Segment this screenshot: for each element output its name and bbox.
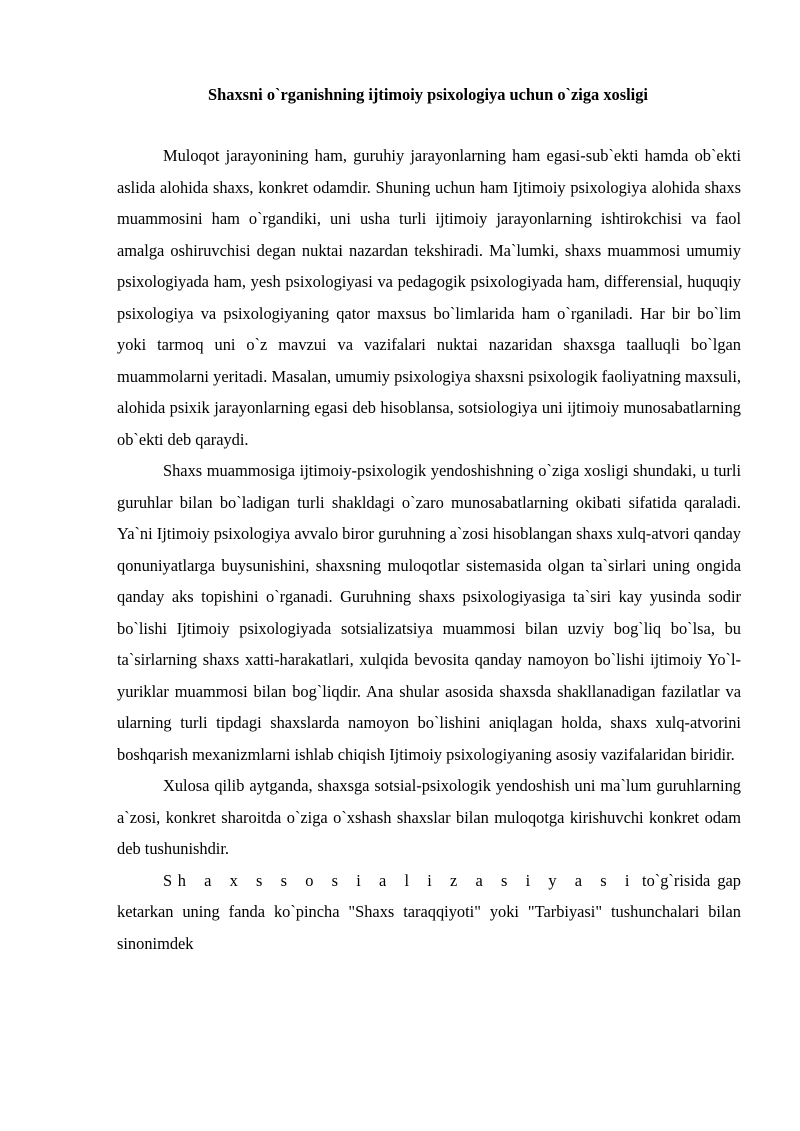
paragraph-2: Shaxs muammosiga ijtimoiy-psixologik yendoshishning o`ziga xosligi shundaki, u turli guruhlar bilan bo`ladigan turli shakldagi o`zaro munosabatlarning okibati sifatida qaraladi. Ya`ni Ijtimoiy psixologiya avvalo biror guruhning a`zosi hisoblangan shaxs xulq-atvori qanday qonuniyatlarga buysunishini, shaxsning muloqotlar sistemasida olgan ta`sirlari uning ongida qanday aks topishini o`rganadi. Guruhning shaxs psixologiyasiga ta`siri kay yusinda sodir bo`lishi Ijtimoiy psixologiyada sotsializatsiya muammosi bilan uzviy bog`liq bo`lsa, bu ta`sirlarning shaxs xatti-harakatlari, xulqida bevosita qanday namoyon bo`lishi ijtimoiy Yo`l-yuriklar muammosi bilan bog`liqdir. Ana shular asosida shaxsda shakllanadigan fazilatlar va ularning turli tipdagi shaxslarda namoyon bo`lishini aniqlagan holda, shaxs xulq-atvorini boshqarish mexanizmlarni ishlab chiqish Ijtimoiy psixologiyaning asosiy vazifalaridan biridir. bbox=[117, 461, 741, 764]
document-title: Shaxsni o`rganishning ijtimoiy psixologiya uchun o`ziga xosligi bbox=[208, 85, 648, 104]
document-body bbox=[117, 140, 741, 959]
spaced-term: Sh a x s s o s i a l i z a s i y a s i bbox=[163, 870, 636, 890]
paragraph-3: Xulosa qilib aytganda, shaxsga sotsial-psixologik yendoshish uni ma`lum guruhlarning a`zosi, konkret sharoitda o`ziga o`xshash shaxslar bilan muloqotga kirishuvchi konkret odam deb tushunishdir. bbox=[117, 776, 741, 858]
paragraph-1: Muloqot jarayonining ham, guruhiy jarayonlarning ham egasi-sub`ekti hamda ob`ekti aslida alohida shaxs, konkret odamdir. Shuning uchun ham Ijtimoiy psixologiya alohida shaxs muammosini ham o`rgandiki, uni usha turli ijtimoiy jarayonlarning ishtirokchisi va faol amalga oshiruvchisi degan nuktai nazardan tekshiradi. Ma`lumki, shaxs muammosi umumiy psixologiyada ham, yesh psixologiyasi va pedagogik psixologiyada ham, differensial, huquqiy psixologiya va psixologiyaning qator maxsus bo`limlarida ham o`rganiladi. Har bir bo`lim yoki tarmoq uni o`z mavzui va vazifalari nuktai nazaridan shaxsga taalluqli bo`lgan muammolarni yeritadi. Masalan, umumiy psixologiya shaxsni psixologik faoliyatning maxsuli, alohida psixik jarayonlarning egasi deb hisoblansa, sotsiologiya uni ijtimoiy munosabatlarning ob`ekti deb qaraydi. bbox=[117, 146, 741, 449]
paragraph-4 bbox=[117, 865, 741, 960]
paragraph-4-text: to`g`risida gap ketarkan uning fanda ko`pincha "Shaxs taraqqiyoti" yoki "Tarbiyasi" tushunchalari bilan sinonimdek bbox=[117, 870, 741, 953]
